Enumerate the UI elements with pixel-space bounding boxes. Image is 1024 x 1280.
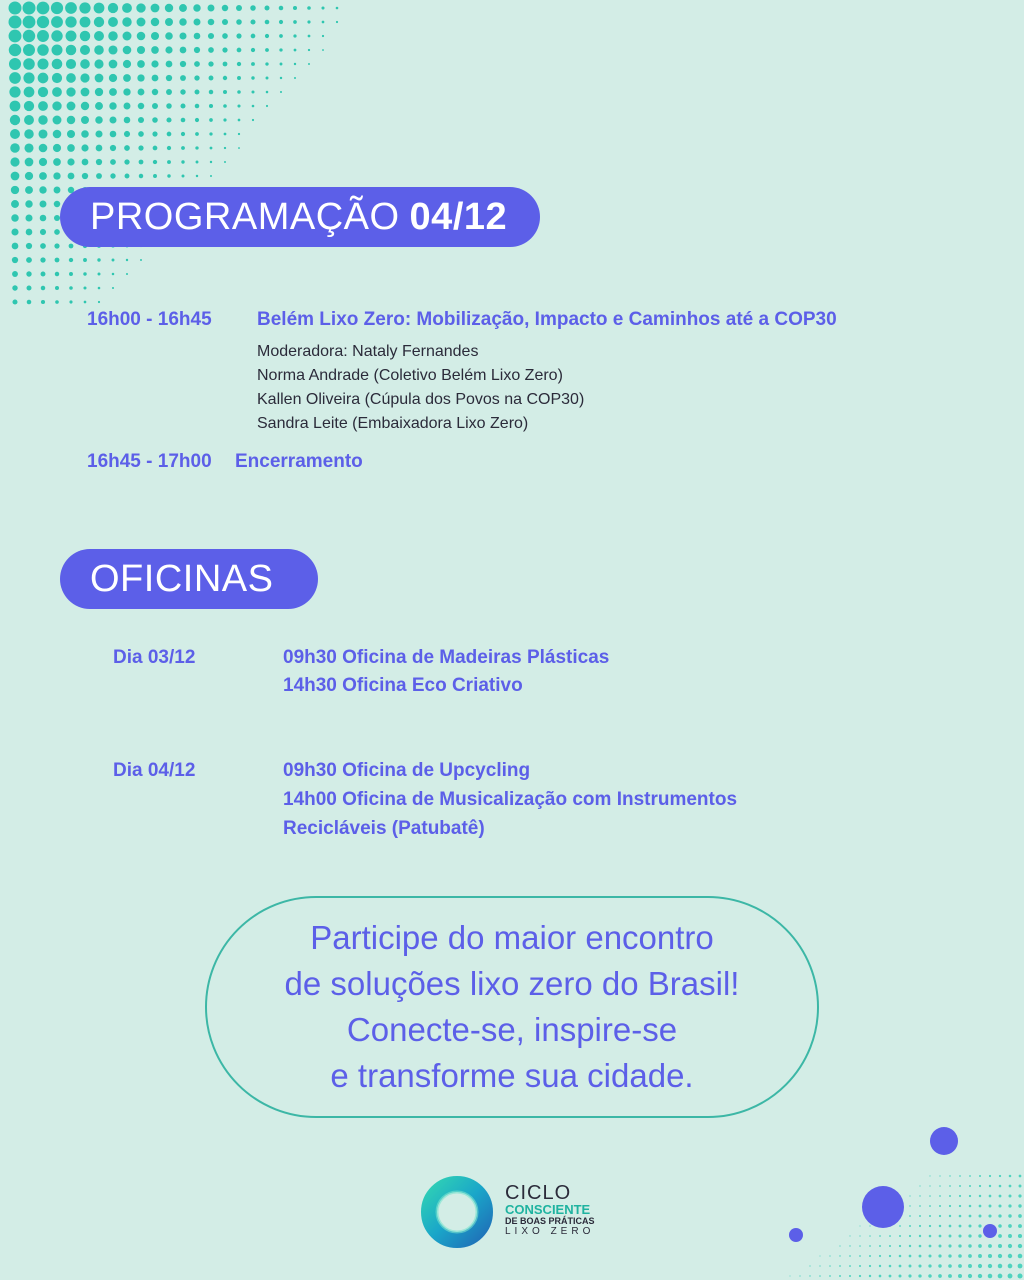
oficinas-title: OFICINAS <box>90 557 274 600</box>
session-1-title: Belém Lixo Zero: Mobilização, Impacto e Caminhos até a COP30 <box>257 309 837 330</box>
ciclo-logo-icon <box>420 1175 494 1249</box>
decorative-dot <box>862 1186 904 1228</box>
oficina-item: 09h30 Oficina de Upcycling <box>283 760 531 781</box>
decorative-dot <box>789 1228 803 1242</box>
oficina-day-2: Dia 04/12 <box>113 760 196 781</box>
cta-line: de soluções lixo zero do Brasil! <box>284 965 740 1002</box>
call-to-action-box <box>205 896 819 1118</box>
session-2-title: Encerramento <box>235 451 363 472</box>
decorative-dot <box>930 1127 958 1155</box>
speaker-item: Sandra Leite (Embaixadora Lixo Zero) <box>257 415 529 432</box>
decorative-dot <box>983 1224 997 1238</box>
logo-line-4: LIXO ZERO <box>505 1226 595 1237</box>
programacao-date: 04/12 <box>409 195 508 238</box>
programacao-title: PROGRAMAÇÃO <box>90 195 400 238</box>
oficina-item: 14h30 Oficina Eco Criativo <box>283 675 523 696</box>
cta-line: Participe do maior encontro <box>310 919 714 956</box>
speaker-item: Norma Andrade (Coletivo Belém Lixo Zero) <box>257 367 563 384</box>
logo-line-1: CICLO <box>505 1182 572 1204</box>
cta-line: e transforme sua cidade. <box>330 1057 694 1094</box>
oficina-day-1: Dia 03/12 <box>113 647 196 668</box>
logo-line-3: DE BOAS PRÁTICAS <box>505 1216 595 1226</box>
session-1-time: 16h00 - 16h45 <box>87 309 212 330</box>
ciclo-logo-text <box>505 1183 595 1237</box>
programacao-heading <box>60 187 540 247</box>
oficina-item: 14h00 Oficina de Musicalização com Instrumentos <box>283 789 738 810</box>
halftone-dots-decoration <box>0 0 340 310</box>
logo-line-2: CONSCIENTE <box>505 1202 591 1217</box>
speaker-item: Kallen Oliveira (Cúpula dos Povos na COP30) <box>257 391 585 408</box>
cta-line: Conecte-se, inspire-se <box>346 1011 678 1048</box>
oficinas-heading <box>60 549 318 609</box>
speaker-moderator: Moderadora: Nataly Fernandes <box>257 343 479 360</box>
oficina-item: Recicláveis (Patubatê) <box>283 818 485 839</box>
oficina-item: 09h30 Oficina de Madeiras Plásticas <box>283 647 610 668</box>
session-2-time: 16h45 - 17h00 <box>87 451 212 472</box>
